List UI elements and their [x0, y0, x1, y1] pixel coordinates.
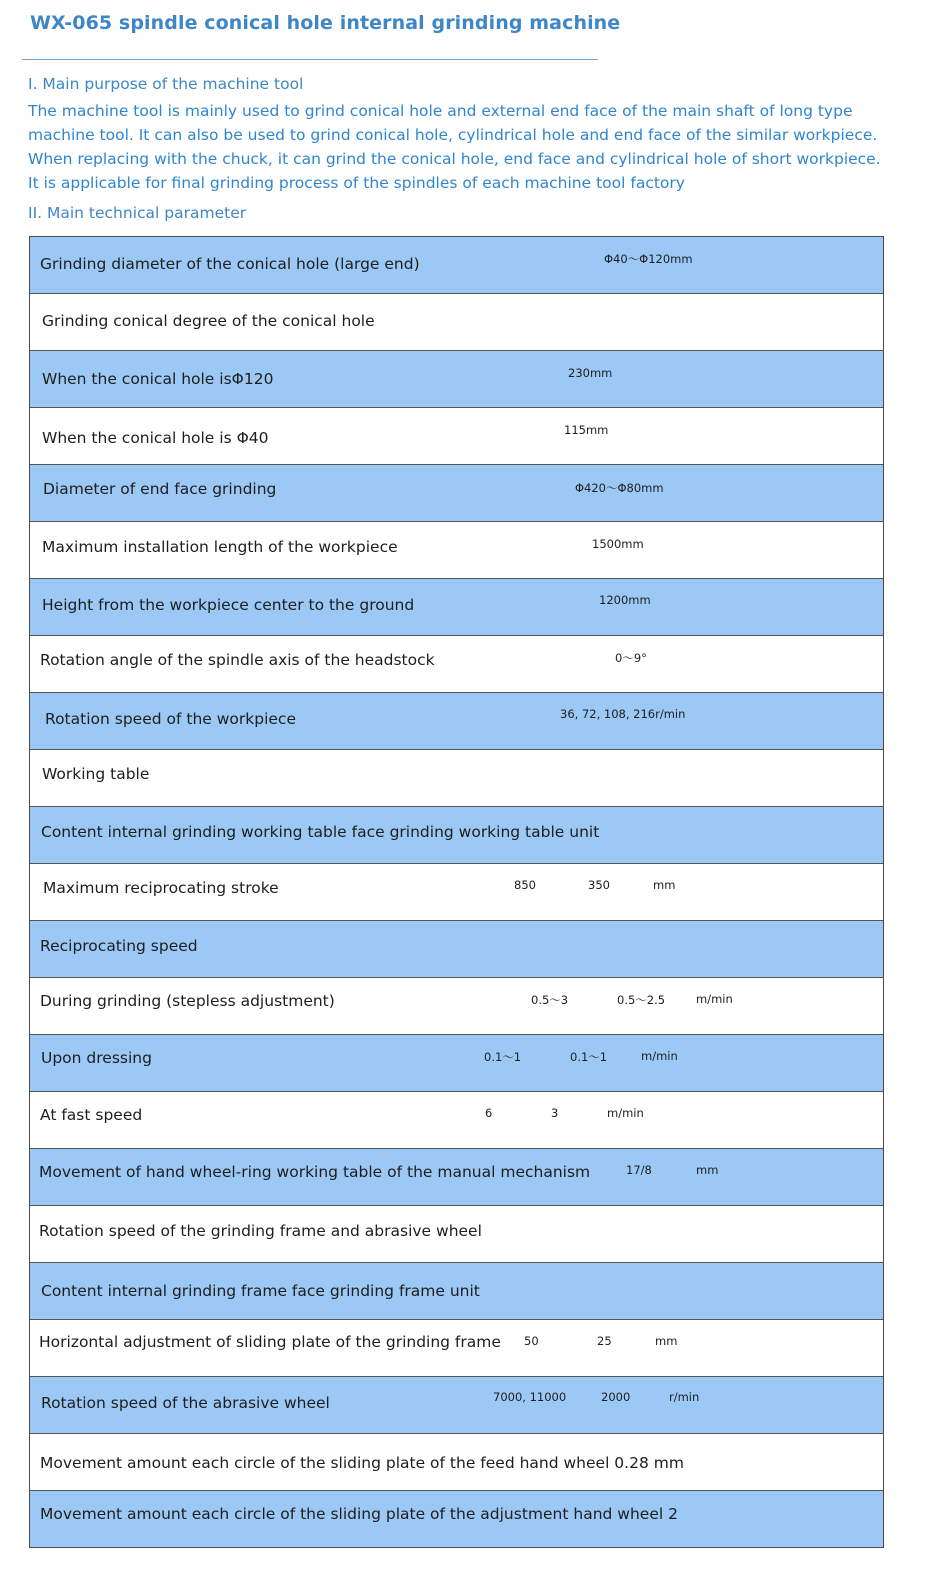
row-value: 36, 72, 108, 216r/min [560, 707, 686, 721]
row-unit: mm [655, 1334, 678, 1348]
table-row [30, 921, 883, 978]
table-row [30, 1263, 883, 1320]
table-row [30, 636, 883, 693]
row-label: Diameter of end face grinding [43, 480, 277, 498]
page-title: WX-065 spindle conical hole internal grinding machine [30, 12, 621, 34]
row-unit: m/min [607, 1106, 644, 1120]
row-unit: m/min [641, 1049, 678, 1063]
row-unit: m/min [696, 992, 733, 1006]
table-row [30, 1206, 883, 1263]
row-value: 1500mm [592, 537, 644, 551]
table-row [30, 237, 883, 294]
table-row [30, 522, 883, 579]
table-row [30, 693, 883, 750]
row-label: Reciprocating speed [40, 937, 198, 955]
table-row [30, 294, 883, 351]
row-value: 1200mm [599, 593, 651, 607]
table-row [30, 579, 883, 636]
row-label: Movement amount each circle of the sliding plate of the feed hand wheel 0.28 mm [40, 1454, 684, 1472]
table-row [30, 1149, 883, 1206]
row-unit: mm [696, 1163, 719, 1177]
section-1-paragraph [28, 99, 908, 195]
section-2-heading: II. Main technical parameter [28, 204, 247, 222]
row-label: Movement amount each circle of the sliding plate of the adjustment hand wheel 2 [40, 1505, 678, 1523]
row-label: Upon dressing [41, 1049, 152, 1067]
section-1-heading: I. Main purpose of the machine tool [28, 75, 304, 93]
row-label: Grinding diameter of the conical hole (large end) [40, 255, 420, 273]
table-row [30, 1092, 883, 1149]
paragraph-line: The machine tool is mainly used to grind conical hole and external end face of the main shaft of long type [28, 102, 853, 120]
table-row [30, 408, 883, 465]
row-value: 230mm [568, 366, 613, 380]
row-label: During grinding (stepless adjustment) [40, 992, 335, 1010]
row-unit: r/min [669, 1390, 700, 1404]
table-row [30, 1377, 883, 1434]
row-value: 2000 [601, 1390, 631, 1404]
row-label: Movement of hand wheel-ring working table of the manual mechanism [39, 1163, 591, 1181]
table-row [30, 1491, 883, 1547]
technical-parameter-table [29, 236, 884, 1548]
table-row [30, 1320, 883, 1377]
row-label: Rotation speed of the abrasive wheel [41, 1394, 330, 1412]
row-label: At fast speed [40, 1106, 143, 1124]
table-row [30, 465, 883, 522]
row-value: 850 [514, 878, 536, 892]
row-value: 6 [485, 1106, 493, 1120]
row-value: 0.1～1 [570, 1050, 608, 1064]
row-label: Content internal grinding frame face grinding frame unit [41, 1282, 480, 1300]
row-value: Φ40～Φ120mm [604, 252, 693, 266]
row-label: Maximum installation length of the workpiece [42, 538, 398, 556]
row-value: Φ420～Φ80mm [575, 481, 664, 495]
row-value: 115mm [564, 423, 609, 437]
row-label: Grinding conical degree of the conical hole [42, 312, 375, 330]
table-row [30, 351, 883, 408]
row-value: 25 [597, 1334, 612, 1348]
table-row [30, 978, 883, 1035]
row-value: 17/8 [626, 1163, 652, 1177]
row-value: 0.5～2.5 [617, 993, 666, 1007]
paragraph-line: When replacing with the chuck, it can grind the conical hole, end face and cylindrical hole of short workpiece. [28, 150, 881, 168]
row-value: 0.1～1 [484, 1050, 522, 1064]
row-label: When the conical hole is Φ40 [42, 429, 269, 447]
table-row [30, 1434, 883, 1491]
table-row [30, 750, 883, 807]
row-label: Content internal grinding working table face grinding working table unit [41, 823, 600, 841]
paragraph-line: It is applicable for final grinding process of the spindles of each machine tool factory [28, 174, 685, 192]
row-unit: mm [653, 878, 676, 892]
row-value: 0～9° [615, 651, 647, 665]
table-row [30, 864, 883, 921]
row-label: Rotation angle of the spindle axis of the headstock [40, 651, 435, 669]
row-label: Working table [42, 765, 150, 783]
row-value: 7000, 11000 [493, 1390, 567, 1404]
row-label: Horizontal adjustment of sliding plate of the grinding frame [39, 1333, 501, 1351]
table-row [30, 1035, 883, 1092]
row-value: 350 [588, 878, 610, 892]
paragraph-line: machine tool. It can also be used to grind conical hole, cylindrical hole and end face of the similar workpiece. [28, 126, 878, 144]
row-label: Rotation speed of the grinding frame and abrasive wheel [39, 1222, 482, 1240]
row-value: 50 [524, 1334, 539, 1348]
row-label: Height from the workpiece center to the ground [42, 596, 415, 614]
row-value: 3 [551, 1106, 559, 1120]
title-divider [22, 59, 598, 60]
row-label: Maximum reciprocating stroke [43, 879, 279, 897]
row-label: When the conical hole isΦ120 [42, 370, 274, 388]
table-row [30, 807, 883, 864]
row-value: 0.5～3 [531, 993, 569, 1007]
row-label: Rotation speed of the workpiece [45, 710, 296, 728]
